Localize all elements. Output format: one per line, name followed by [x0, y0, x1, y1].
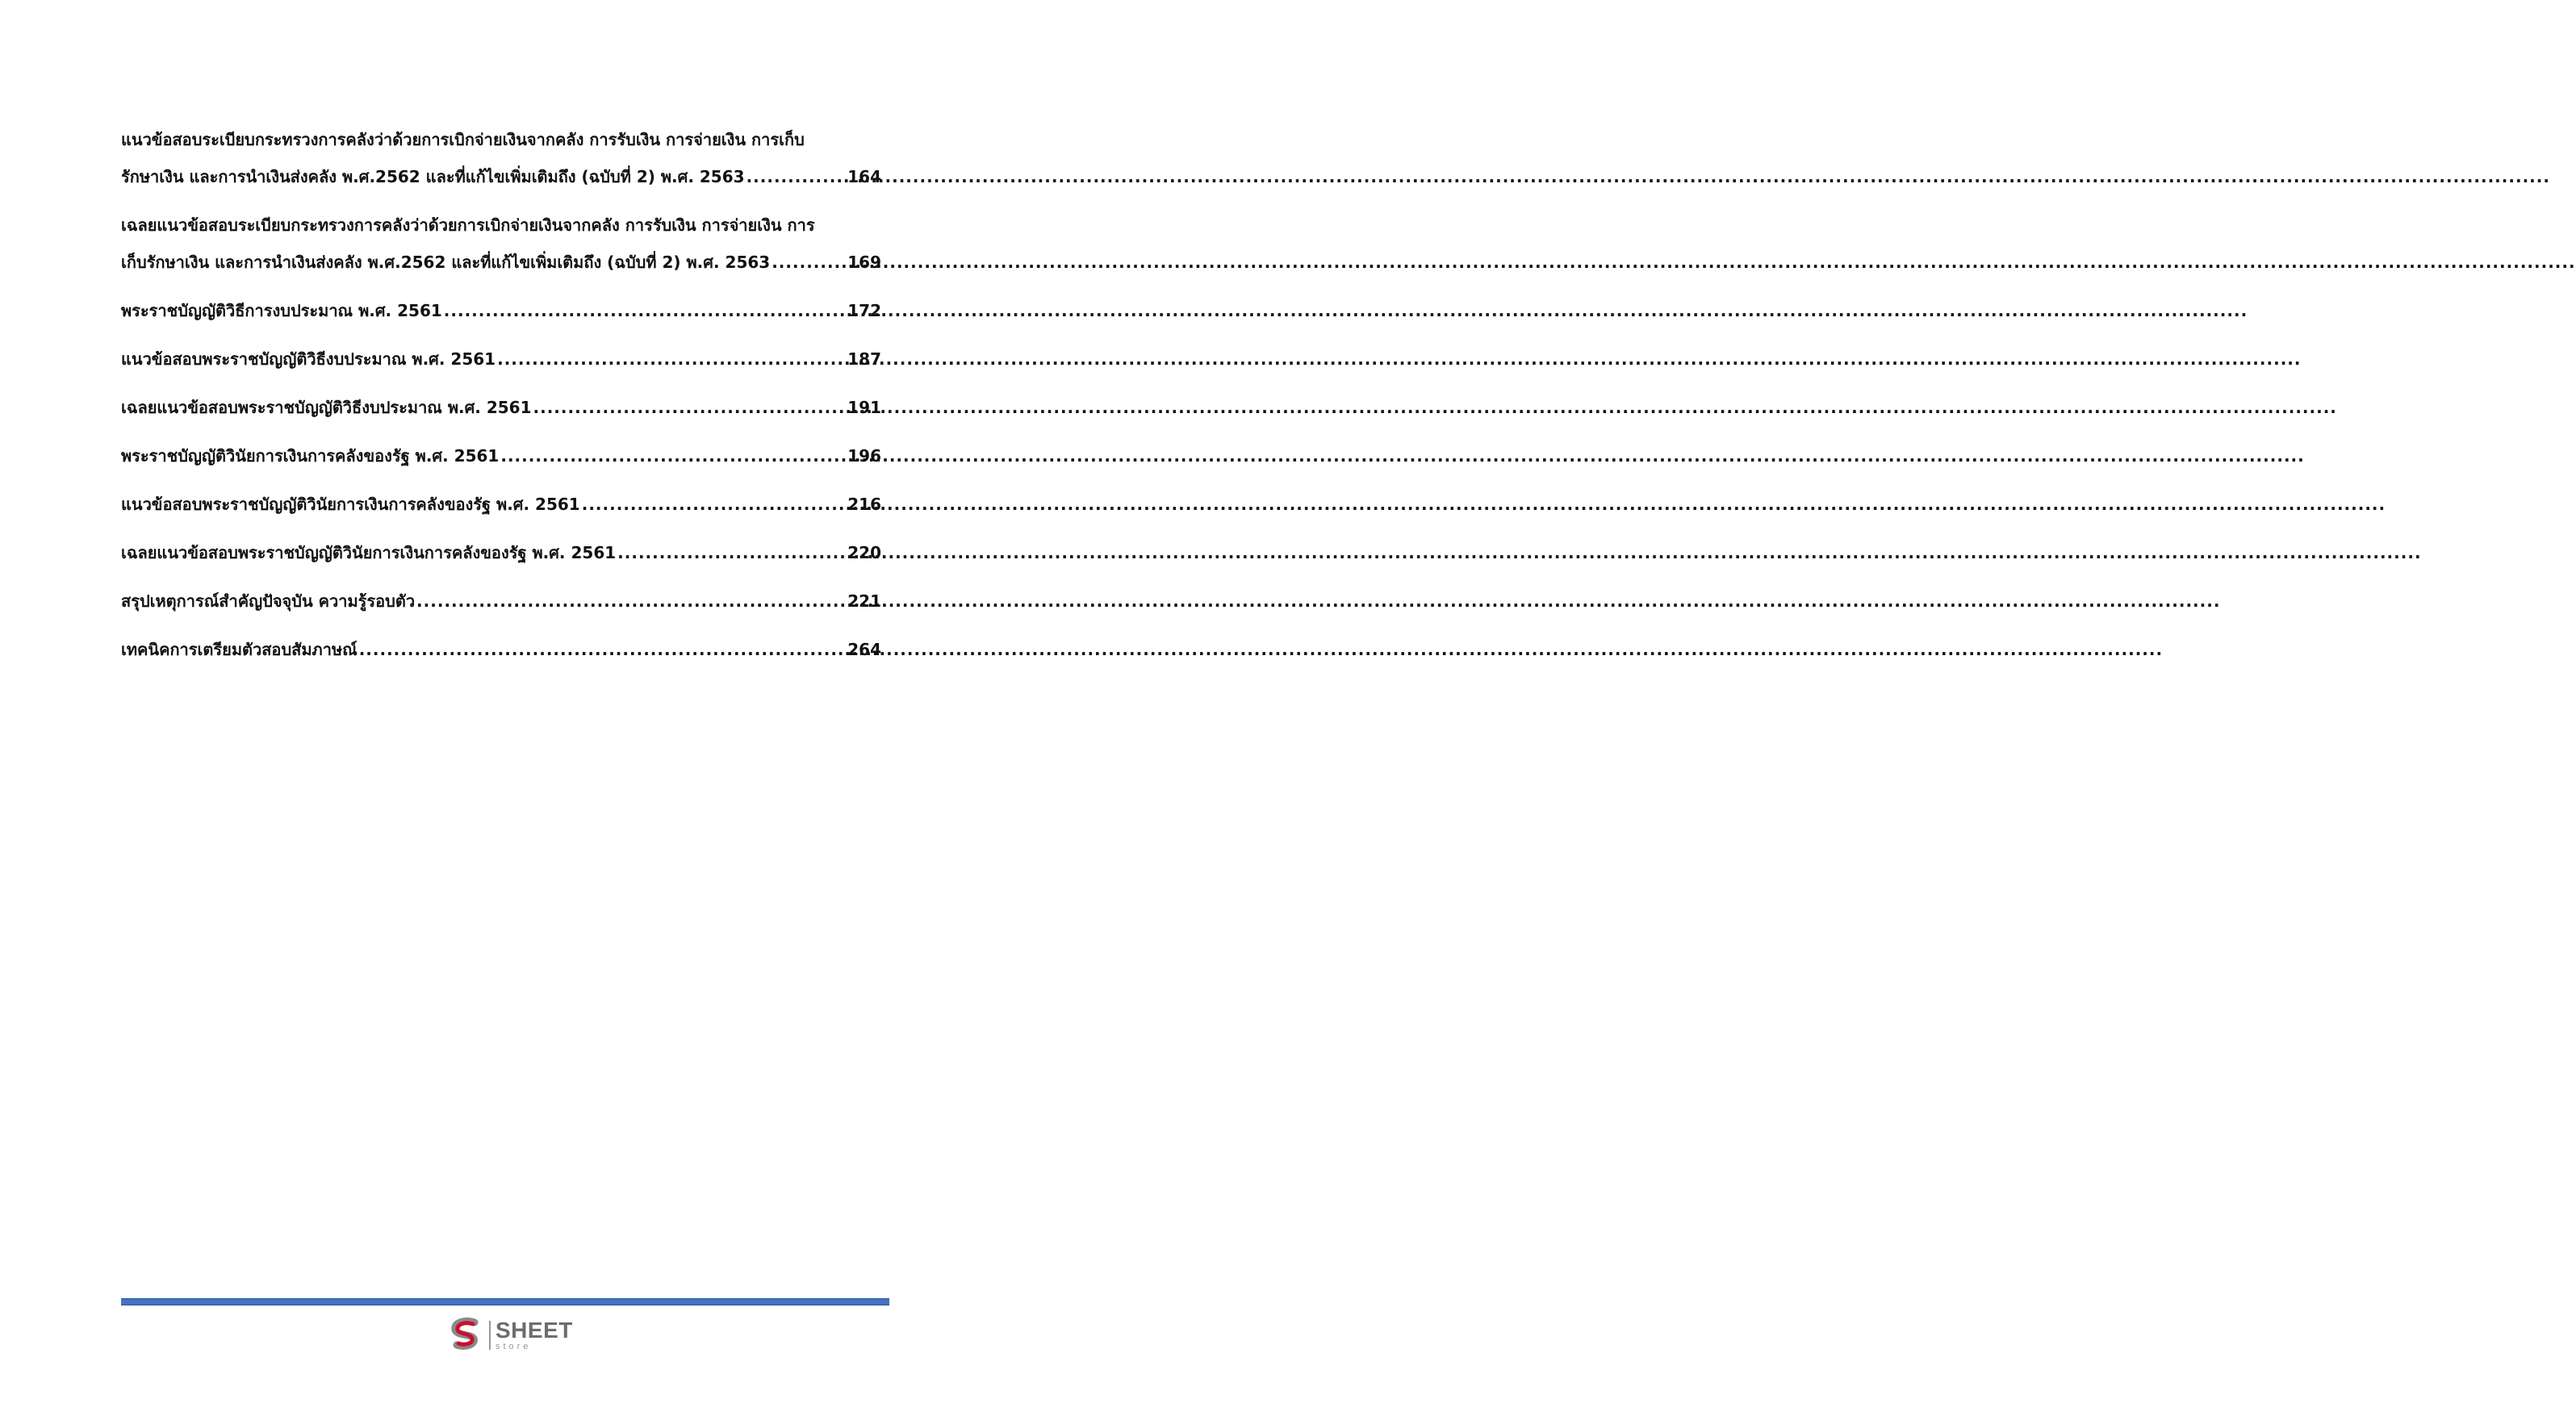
toc-dot-leader: [582, 486, 847, 523]
logo-sub: store: [496, 1342, 532, 1351]
toc-entry-title: พระราชบัญญัติวินัยการเงินการคลังของรัฐ พ.ศ. 2561: [121, 446, 500, 466]
toc-entry-title: เฉลยแนวข้อสอบพระราชบัญญัติวินัยการเงินการคลังของรัฐ พ.ศ. 2561: [121, 543, 617, 562]
toc-page-number: 196: [847, 446, 881, 466]
toc-entry[interactable]: [121, 631, 881, 668]
logo-wordmark: [496, 1319, 573, 1351]
toc-entry-title: แนวข้อสอบพระราชบัญญัติวินัยการเงินการคลังของรัฐ พ.ศ. 2561: [121, 495, 580, 514]
toc-entry-title-line2: รักษาเงิน และการนำเงินส่งคลัง พ.ศ.2562 และที่แก้ไขเพิ่มเติมถึง (ฉบับที่ 2) พ.ศ. 2563: [121, 167, 745, 186]
toc-dot-leader: [617, 534, 846, 571]
toc-page-number: 191: [847, 398, 881, 417]
toc-entry[interactable]: [121, 486, 881, 523]
toc-page-number: 221: [847, 591, 881, 611]
toc-entry-title: เฉลยแนวข้อสอบพระราชบัญญัติวิธีงบประมาณ พ.ศ. 2561: [121, 398, 532, 417]
toc-entry-title-line1: แนวข้อสอบระเบียบกระทรวงการคลังว่าด้วยการเบิกจ่ายเงินจากคลัง การรับเงิน การจ่ายเงิน การเก็บ: [121, 130, 805, 149]
toc-entry[interactable]: [121, 121, 881, 195]
toc-page-number: 187: [847, 349, 881, 369]
toc-entry-title: เทคนิคการเตรียมตัวสอบสัมภาษณ์: [121, 640, 358, 659]
toc-dot-leader: [772, 244, 846, 281]
logo-word: SHEET: [496, 1318, 573, 1343]
toc-dot-leader: [500, 437, 846, 474]
toc-dot-leader: [746, 158, 847, 195]
toc-entry[interactable]: [121, 207, 881, 281]
toc-page-number: 172: [847, 301, 881, 320]
toc-dot-leader: [497, 340, 846, 378]
toc-page-number: 169: [847, 253, 881, 272]
toc-entry[interactable]: [121, 534, 881, 571]
toc-entry-title: พระราชบัญญัติวิธีการงบประมาณ พ.ศ. 2561: [121, 301, 442, 320]
toc-entry[interactable]: [121, 583, 881, 620]
toc-dot-leader: [444, 292, 846, 329]
toc-page-number: 220: [847, 543, 881, 562]
toc-page-number: 164: [847, 167, 881, 186]
toc-dot-leader: [416, 583, 846, 620]
toc-dot-leader: [533, 389, 847, 426]
toc-entry[interactable]: [121, 437, 881, 474]
toc-page-number: 264: [847, 640, 881, 659]
footer-divider-bar: [121, 1298, 889, 1305]
toc-entry-title-line2: เก็บรักษาเงิน และการนำเงินส่งคลัง พ.ศ.2562 และที่แก้ไขเพิ่มเติมถึง (ฉบับที่ 2) พ.ศ. 2563: [121, 253, 771, 272]
toc-entry[interactable]: [121, 340, 881, 378]
toc-page-number: 216: [847, 495, 881, 514]
table-of-contents: [121, 121, 881, 679]
toc-dot-leader: [359, 631, 847, 668]
toc-entry[interactable]: [121, 292, 881, 329]
toc-entry-title: แนวข้อสอบพระราชบัญญัติวิธีงบประมาณ พ.ศ. 2561: [121, 349, 496, 369]
sheet-store-logo: [447, 1315, 573, 1355]
toc-entry-title: สรุปเหตุการณ์สำคัญปัจจุบัน ความรู้รอบตัว: [121, 591, 416, 611]
toc-entry-title-line1: เฉลยแนวข้อสอบระเบียบกระทรวงการคลังว่าด้วยการเบิกจ่ายเงินจากคลัง การรับเงิน การจ่ายเงิน การ: [121, 215, 815, 235]
toc-entry[interactable]: [121, 389, 881, 426]
logo-divider: [489, 1321, 491, 1350]
sheet-store-logo-icon: [447, 1316, 486, 1355]
